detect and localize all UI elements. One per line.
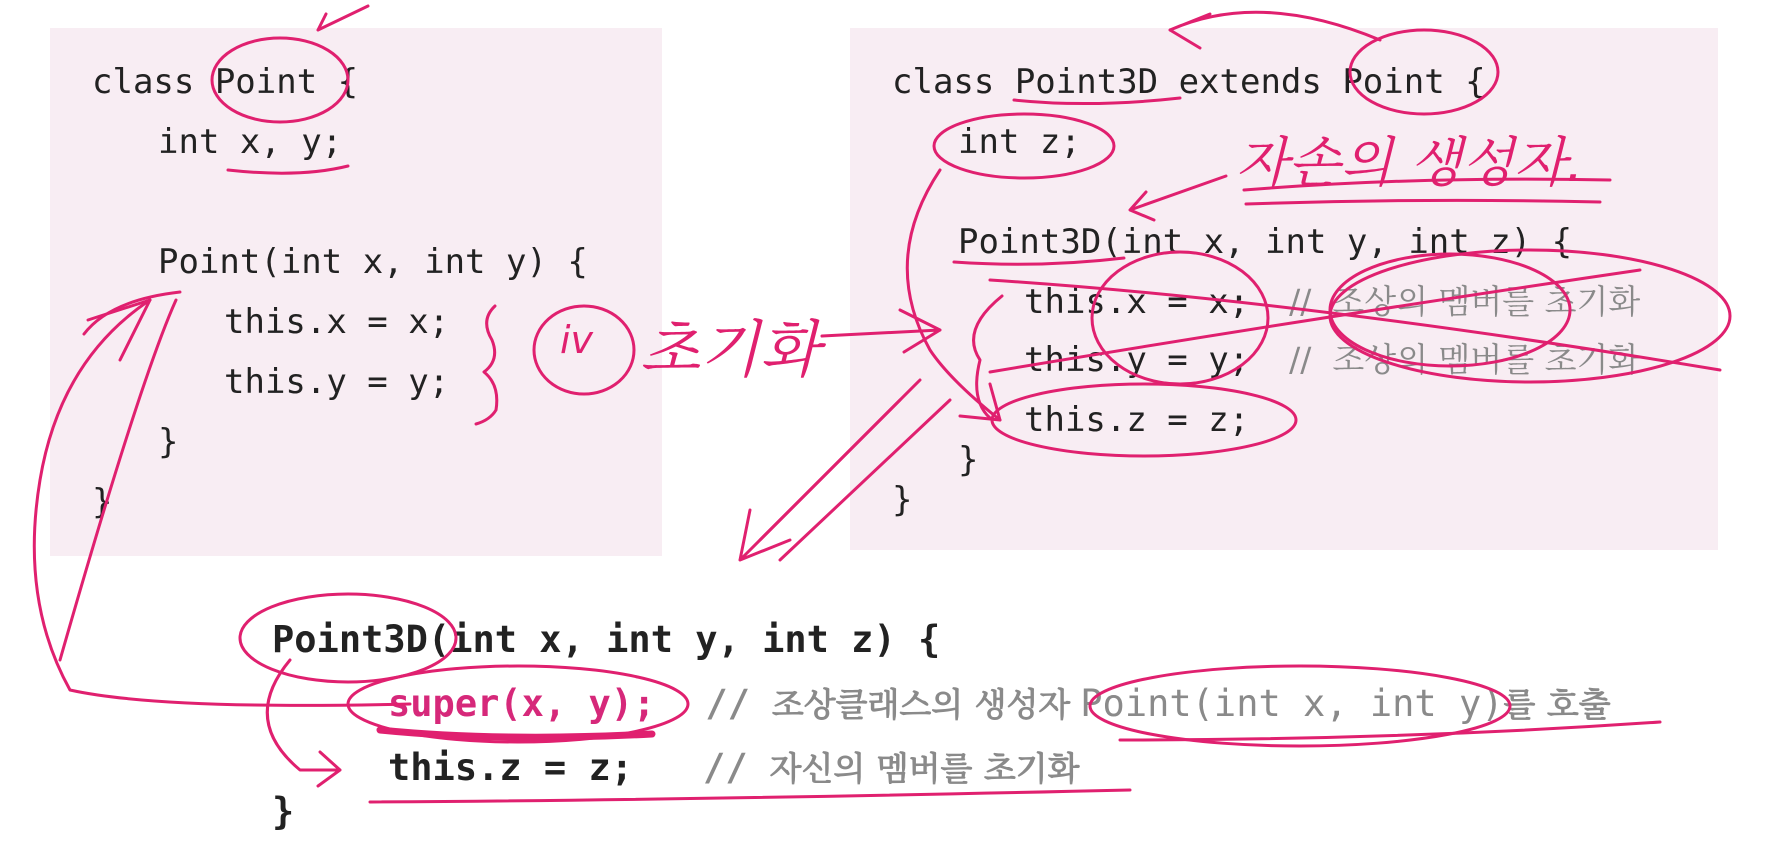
ink-tick-left [318,6,368,30]
right-code-line-1: class Point3D extends Point { [892,62,1486,102]
right-code-line-4 [1024,282,1640,322]
left-code-line-4: this.x = x; [224,302,450,342]
right-code-line-4-code: this.x = x; [1024,282,1250,322]
right-code-line-5-code: this.y = y; [1024,340,1250,380]
right-code-line-6: this.z = z; [1024,400,1250,440]
left-code-panel [50,28,662,556]
right-code-line-4-comment: // 조상의 멤버를 초기화 [1289,282,1641,321]
bottom-code-line-4: } [272,790,295,833]
right-code-line-3: Point3D(int x, int y, int z) { [958,222,1573,262]
right-code-line-8: } [892,480,913,520]
bottom-code-line-3-code: this.z = z; [388,746,634,789]
bottom-code-line-1: Point3D(int x, int y, int z) { [272,618,941,661]
bottom-code-line-3 [388,748,1080,789]
bottom-comment-slash-2: // [703,746,748,789]
ink-arrow-this-z [267,660,340,786]
bottom-comment-2b: Point(int x, int y) [1080,682,1504,725]
left-code-line-1: class Point { [92,62,359,102]
right-code-line-5-comment: // 조상의 멤버를 초기화 [1289,340,1641,379]
left-code-line-7: } [92,482,113,522]
bottom-code-line-2 [388,684,1611,725]
right-code-line-2: int z; [958,122,1081,162]
bottom-comment-2a: 조상클래스의 생성자 [771,685,1071,724]
init-note: 초기화 [640,313,820,386]
iv-note: iv [560,318,594,362]
ctor-note: 자손의 생성자. [1236,131,1584,194]
bottom-comment-slash-1: // [705,682,750,725]
bottom-comment-3: 자신의 멤버를 초기화 [769,749,1080,788]
left-code-line-5: this.y = y; [224,362,450,402]
ink-underline-bottom [370,790,1130,802]
left-code-line-3: Point(int x, int y) { [158,242,588,282]
bottom-comment-2c: 를 호출 [1503,685,1611,724]
right-code-line-7: } [958,440,979,480]
super-call: super(x, y); [388,682,656,725]
left-code-line-2: int x, y; [158,122,343,162]
ink-underline-super [380,730,652,737]
right-code-line-5 [1024,340,1640,380]
left-code-line-6: } [158,422,179,462]
